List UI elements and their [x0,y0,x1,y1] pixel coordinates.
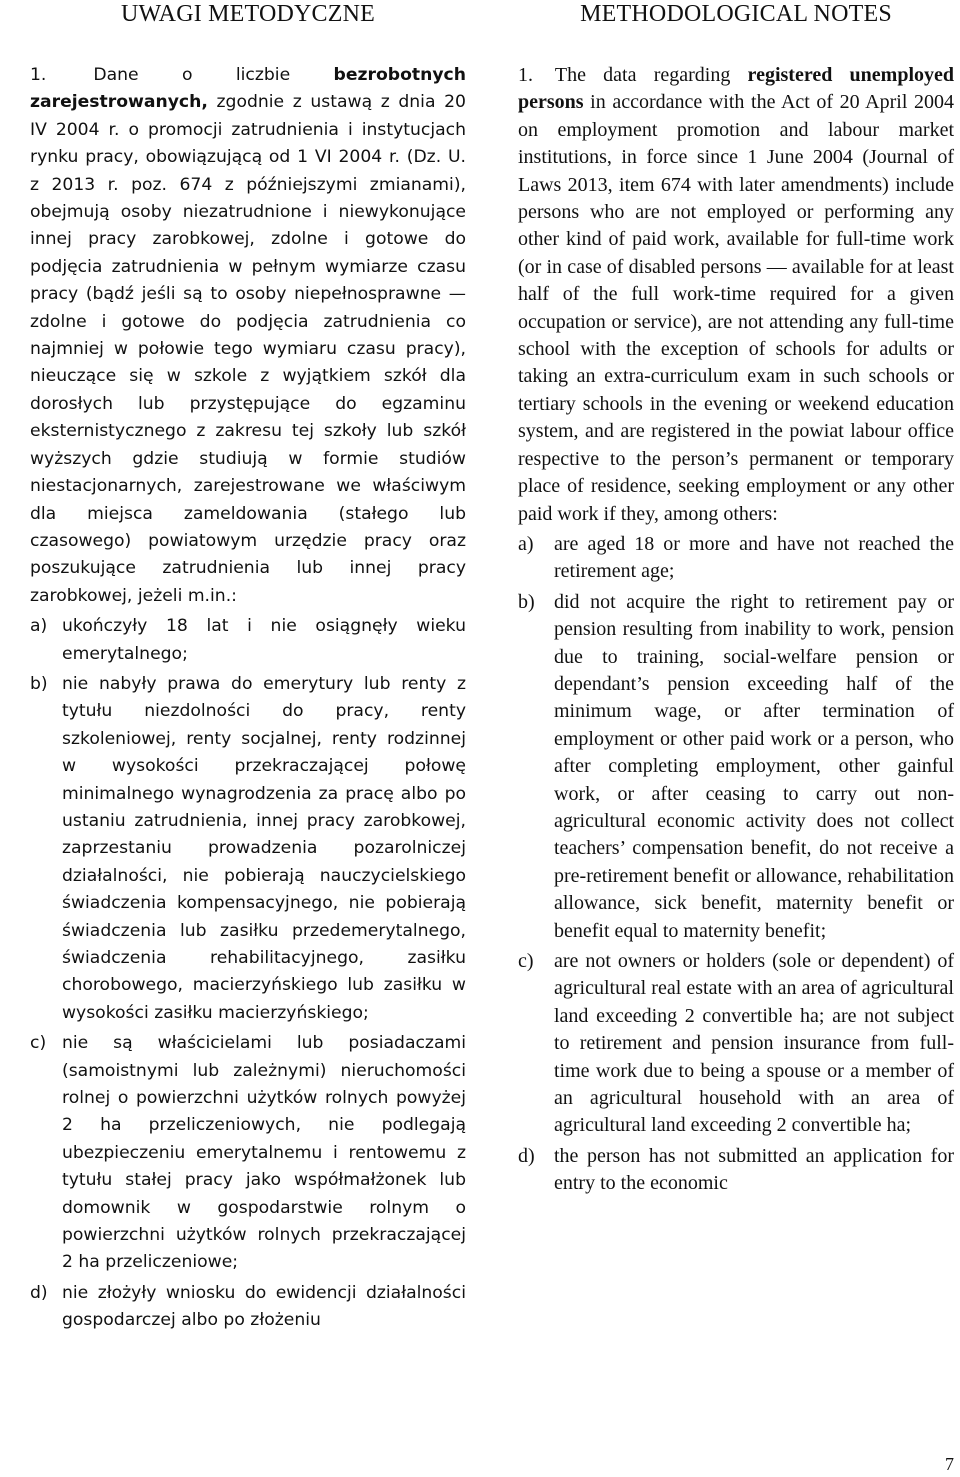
polish-item-label: a) [30,616,48,637]
english-item-label: a) [518,532,534,555]
english-intro-post: in accordance with the Act of 20 April 2004 on employment promotion and labour market institutions, in force since 1 June 2004 (Journal of Laws 2013, item 674 with later amendments) include persons who are not employed or performing any other kind of paid work, available for full-time work (or in case of disabled persons — available for at least half of the full work-time required for a given occupation or service), are not attending any full-time school with the exception of schools for adults or taking an extra-curriculum exam in such schools or tertiary schools in the evening or weekend education system, and are registered in the powiat labour office respective to the person’s permanent or temporary place of residence, seeking employment or any other paid work if they, among others: [518,91,954,525]
english-intro-pre: The data regarding [554,64,748,86]
polish-item-label: c) [30,1033,47,1054]
english-item-label: b) [518,590,535,613]
polish-item-label: b) [30,673,48,694]
polish-item-b [30,671,466,1027]
english-item-label: d) [518,1144,535,1167]
polish-body [30,62,466,1335]
polish-header: UWAGI METODYCZNE [120,1,376,27]
polish-intro-post: zgodnie z ustawą z dnia 20 IV 2004 r. o promocji zatrudnienia i instytucjach rynku pracy, obowiązującą od 1 VI 2004 r. (Dz. U. z 2013 r. poz. 674 z późniejszymi zmianami), obejmują osoby niezatrudnione i niewykonujące innej pracy zarobkowej, zdolne i gotowe do podjęcia zatrudnienia w pełnym wymiarze czasu pracy (bądź jeśli są to osoby niepełnosprawne — zdolne i gotowe do podjęcia zatrudnienia co najmniej w połowie tego wymiaru czasu pracy), nieuczące się w szkole z wyjątkiem szkół dla dorosłych lub przystępujące do egzaminu eksternistycznego z zakresu tej szkoły lub szkół wyższych gdzie studiują w formie studiów niestacjonarnych, zarejestrowane we właściwym dla miejsca zameldowania (stałego lub czasowego) powiatowym urzędzie pracy oraz poszukujące zatrudnienia lub innej pracy zarobkowej, jeżeli m.in.: [30,92,466,606]
english-item-text: did not acquire the right to retirement pay or pension resulting from inability to work, pension due to training, social-welfare pension or dependant’s pension exceeding half of the minimum wage, or after termination of employment or other paid work or a person, who after completing employment, other gainful work, or after ceasing to carry out non-agricultural economic activity does not collect teachers’ compensation benefit, do not receive a pre-retirement benefit or allowance, rehabilitation allowance, sick benefit, maternity benefit or benefit equal to maternity benefit; [554,590,954,942]
polish-column [30,0,466,1335]
polish-note-1 [30,62,466,610]
polish-item-text: nie nabyły prawa do emerytury lub renty z tytułu niezdolności do pracy, renty szkoleniowej, renty socjalnej, renty rodzinnej w wysokości przekraczającej połowę minimalnego wynagrodzenia za pracę albo po ustaniu zatrudnienia, innej pracy zarobkowej, zaprzestaniu prowadzenia pozarolniczej działalności, nie pobierają nauczycielskiego świadczenia kompensacyjnego, nie pobierają świadczenia lub zasiłku przedemerytalnego, świadczenia rehabilitacyjnego, zasiłku chorobowego, macierzyńskiego lub zasiłku w wysokości zasiłku macierzyńskiego; [62,673,466,1023]
english-column [518,0,954,1198]
polish-item-d [30,1280,466,1335]
polish-note-number: 1. [30,65,47,85]
english-note-number: 1. [518,64,533,86]
english-item-label: c) [518,950,534,972]
english-item-text: are not owners or holders (sole or dependent) of agricultural real estate with an area of agricultural land exceeding 2 convertible ha; are not subject to retirement and pension insurance from full-time work due to being a spouse or a member of an agricultural household with an area of agricultural land exceeding 2 convertible ha; [554,950,954,1137]
polish-item-text: ukończyły 18 lat i nie osiągnęły wieku emerytalnego; [62,616,466,664]
polish-intro-pre: Dane o liczbie [93,65,334,85]
english-item-text: the person has not submitted an application for entry to the economic [554,1144,954,1195]
page-number: 7 [945,1454,954,1474]
english-intro-bold: registered unemployed persons [518,64,955,114]
english-item-a [518,531,954,586]
polish-item-text: nie złożyły wniosku do ewidencji działalności gospodarczej albo po złożeniu [62,1282,466,1331]
english-item-text: are aged 18 or more and have not reached the retirement age; [554,532,954,583]
polish-item-c [30,1030,466,1277]
english-item-d [518,1143,954,1198]
english-header: METHODOLOGICAL NOTES [580,1,892,27]
polish-item-a [30,613,466,668]
polish-item-label: d) [30,1282,48,1303]
english-item-b [518,589,954,945]
english-item-c [518,948,954,1140]
polish-intro-bold: bezrobotnych zarejestrowanych, [30,65,466,113]
english-note-1 [518,62,954,528]
polish-item-text: nie są właścicielami lub posiadaczami (samoistnymi lub zależnymi) nieruchomości rolnej o powierzchni użytków rolnych powyżej 2 ha przeliczeniowych, nie podlegają ubezpieczeniu emerytalnemu i rentowemu z tytułu stałej pracy jako współmałżonek lub domownik w gospodarstwie rolnym o powierzchni użytków rolnych przekraczającej 2 ha przeliczeniowe; [62,1033,466,1273]
english-body [518,62,954,1198]
